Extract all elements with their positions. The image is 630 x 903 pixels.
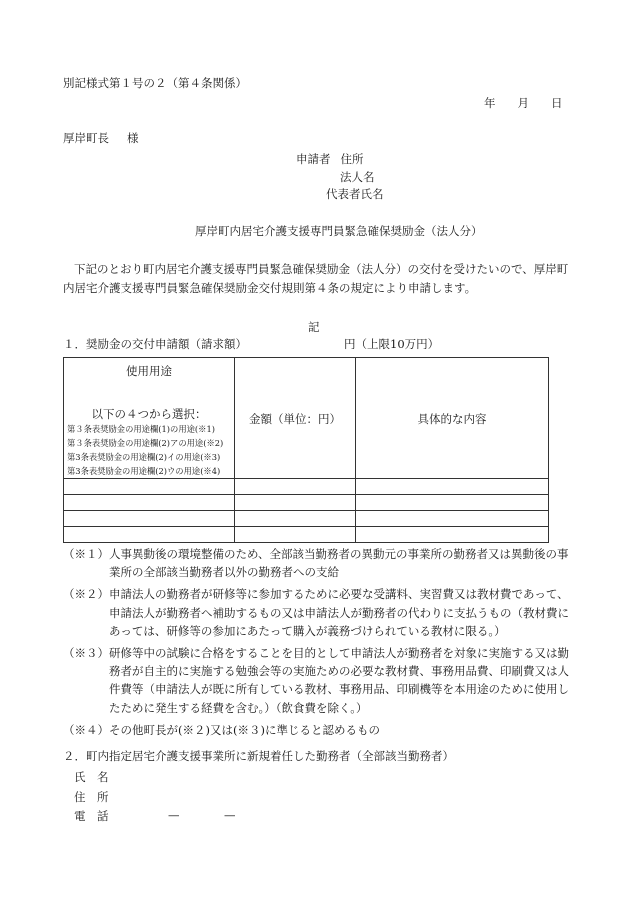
ki-label: 記 [308, 320, 320, 334]
usage-column-title: 使用用途 [126, 364, 172, 378]
tel-dash-1: — [168, 808, 180, 822]
table-cell-details[interactable] [356, 495, 549, 511]
applicant-corp-name-label: 法人名 [340, 170, 375, 184]
usage-cell[interactable] [64, 358, 235, 479]
addressee [63, 130, 139, 146]
table-cell-usage[interactable] [64, 479, 235, 495]
usage-table [63, 357, 549, 543]
applicant-address-line [296, 151, 364, 167]
note-mark: （※３） [63, 646, 109, 661]
page-title: 厚岸町内居宅介護支援専門員緊急確保奨励金（法人分） [195, 224, 483, 238]
form-number: 別記様式第１号の２（第４条関係） [63, 76, 247, 90]
worker-tel-field[interactable] [74, 808, 236, 824]
note-mark: （※１） [63, 547, 109, 561]
applicant-label: 申請者 [296, 152, 331, 166]
section1-heading: １．奨励金の交付申請額（請求額） [63, 337, 247, 351]
note-1 [63, 545, 573, 581]
usage-option-2: 第３条表奨励金の用途欄(2)アの用途(※2) [67, 438, 224, 448]
table-cell-amount[interactable] [235, 527, 356, 543]
date-month-label: 月 [517, 96, 529, 110]
usage-option-3: 第3条表奨励金の用途欄(2)イの用途(※3) [67, 452, 221, 462]
details-column-title: 具体的な内容 [417, 412, 487, 426]
table-cell-details[interactable] [356, 511, 549, 527]
table-header-row [64, 358, 549, 479]
worker-name-field[interactable] [74, 769, 109, 785]
table-cell-amount[interactable] [235, 495, 356, 511]
notes-list [63, 545, 573, 743]
worker-tel-label: 電 話 [74, 809, 109, 823]
addressee-suffix: 様 [127, 131, 139, 145]
applicant-representative-label: 代表者氏名 [326, 187, 384, 201]
section1-amount-suffix: 円（上限10万円） [344, 337, 440, 351]
usage-option-4: 第3条表奨励金の用途欄(2)ウの用途(※4) [67, 466, 221, 476]
table-row [64, 495, 549, 511]
table-row [64, 479, 549, 495]
date-line [484, 95, 563, 111]
note-mark: （※４） [63, 722, 109, 737]
details-cell[interactable] [356, 358, 549, 479]
date-day-label: 日 [551, 96, 563, 110]
worker-address-label: 住 所 [74, 790, 109, 804]
section2-heading: ２．町内指定居宅介護支援事業所に新規着任した勤務者（全部該当勤務者） [63, 749, 454, 763]
note-mark: （※２） [63, 587, 109, 602]
table-cell-amount[interactable] [235, 511, 356, 527]
table-row [64, 527, 549, 543]
date-year-label: 年 [484, 96, 496, 110]
worker-address-field[interactable] [74, 789, 109, 805]
table-cell-amount[interactable] [235, 479, 356, 495]
note-text: 人事異動後の環境整備のため、全部該当勤務者の異動元の事業所の勤務者又は異動後の事業所の全部該当勤務者以外の勤務者への支給 [109, 547, 569, 580]
choose-label: 以下の４つから選択： [91, 407, 207, 421]
note-3 [63, 644, 573, 717]
amount-column-title: 金額（単位：円） [249, 412, 341, 426]
note-text: 研修等中の試験に合格をすることを目的として申請法人が勤務者を対象に実施する又は勤務者が自主的に実施する勉強会等の実施ための必要な教材費、事務用品費、印刷費又は人件費等（申請法人が既に所有している教材、事務用品、印刷機等を本用途のために使用したために発生する経費を含む。）（飲食費を除く。） [109, 646, 569, 715]
table-cell-details[interactable] [356, 527, 549, 543]
note-text: 申請法人の勤務者が研修等に参加するために必要な受講料、実習費又は教材費であって、申請法人が勤務者へ補助するもの又は申請法人が勤務者の代わりに支払うもの（教材費にあっては、研修等の参加にあたって購入が義務づけられている教材に限る。） [109, 587, 569, 638]
table-cell-usage[interactable] [64, 495, 235, 511]
applicant-address-label: 住所 [340, 152, 364, 166]
amount-cell[interactable] [235, 358, 356, 479]
table-cell-usage[interactable] [64, 527, 235, 543]
body-paragraph [63, 260, 573, 298]
table-row [64, 511, 549, 527]
table-cell-usage[interactable] [64, 511, 235, 527]
worker-name-label: 氏 名 [74, 770, 109, 784]
note-text: その他町長が(※２)又は(※３)に準じると認めるもの [109, 722, 380, 737]
body-text: 下記のとおり町内居宅介護支援専門員緊急確保奨励金（法人分）の交付を受けたいので、厚岸町内居宅介護支援専門員緊急確保奨励金交付規則第４条の規定により申請します。 [63, 262, 569, 295]
tel-dash-2: — [224, 808, 236, 822]
usage-option-1: 第３条表奨励金の用途欄(1)の用途(※1) [67, 424, 215, 434]
note-2 [63, 585, 573, 640]
addressee-name: 厚岸町長 [63, 131, 109, 145]
table-cell-details[interactable] [356, 479, 549, 495]
note-4 [63, 721, 573, 739]
